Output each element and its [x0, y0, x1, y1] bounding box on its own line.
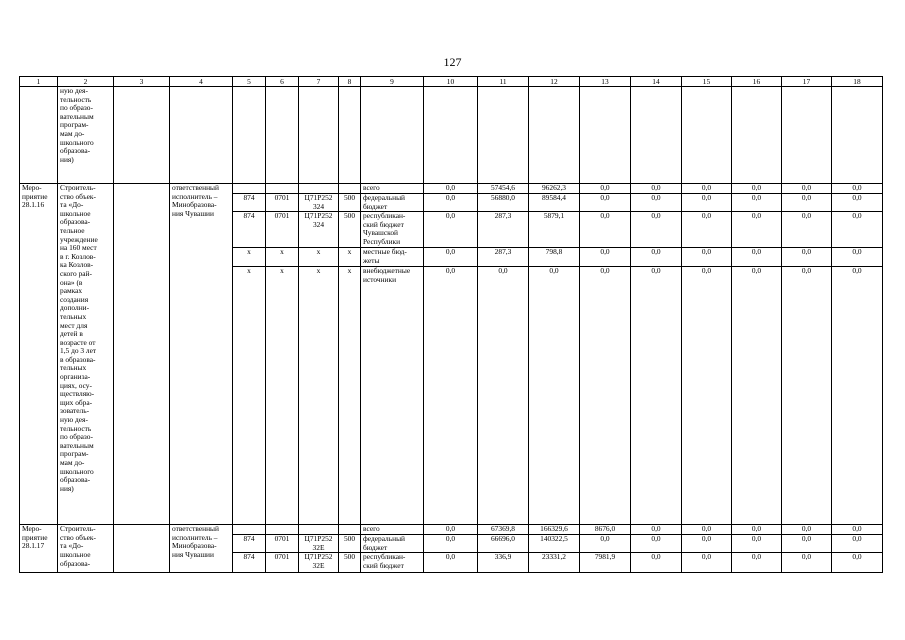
- table-cell: [478, 87, 529, 184]
- section-cell: 0701: [266, 212, 299, 248]
- measure-name-cell: ную дея- тельность по образо- вательным програм- мам до- школьного образова- ния): [58, 87, 114, 184]
- value-cell: 0,0: [782, 535, 832, 553]
- expense-type-cell: [339, 525, 361, 535]
- value-cell: 0,0: [682, 535, 732, 553]
- value-cell: 0,0: [782, 248, 832, 267]
- section-cell: [266, 525, 299, 535]
- value-cell: 66696,0: [478, 535, 529, 553]
- column-header: 18: [832, 77, 883, 87]
- value-cell: 0,0: [682, 184, 732, 194]
- column-header: 9: [361, 77, 424, 87]
- table-cell: [580, 87, 631, 184]
- value-cell: 57454,6: [478, 184, 529, 194]
- value-cell: 0,0: [424, 267, 478, 525]
- value-cell: 0,0: [424, 212, 478, 248]
- target-article-cell: Ц71Р252 32Е: [299, 535, 339, 553]
- value-cell: 0,0: [782, 267, 832, 525]
- value-cell: 0,0: [424, 194, 478, 212]
- expense-type-cell: 500: [339, 212, 361, 248]
- value-cell: 5879,1: [529, 212, 580, 248]
- value-cell: 0,0: [631, 248, 682, 267]
- target-article-cell: [299, 184, 339, 194]
- value-cell: 0,0: [832, 267, 883, 525]
- value-cell: 0,0: [732, 212, 782, 248]
- value-cell: 0,0: [782, 212, 832, 248]
- executor-cell: ответственный исполнитель – Минобразова- ния Чувашии: [170, 525, 233, 573]
- measure-id-cell: Меро- приятие 28.1.17: [20, 525, 58, 573]
- value-cell: 0,0: [782, 184, 832, 194]
- expense-type-cell: 500: [339, 553, 361, 573]
- grbs-cell: x: [233, 267, 266, 525]
- table-cell: [529, 87, 580, 184]
- target-article-cell: Ц71Р252 324: [299, 212, 339, 248]
- value-cell: 0,0: [424, 525, 478, 535]
- continuation-row: [20, 87, 883, 184]
- value-cell: 336,9: [478, 553, 529, 573]
- section-cell: 0701: [266, 194, 299, 212]
- table-cell: [361, 87, 424, 184]
- column-header: 4: [170, 77, 233, 87]
- value-cell: 0,0: [832, 535, 883, 553]
- value-cell: 0,0: [682, 194, 732, 212]
- funding-source-cell: внебюджетные источники: [361, 267, 424, 525]
- value-cell: 0,0: [732, 194, 782, 212]
- value-cell: 0,0: [631, 535, 682, 553]
- table-cell: [170, 87, 233, 184]
- value-cell: 0,0: [682, 248, 732, 267]
- value-cell: 0,0: [732, 535, 782, 553]
- funding-source-cell: всего: [361, 525, 424, 535]
- value-cell: 0,0: [580, 267, 631, 525]
- value-cell: 798,8: [529, 248, 580, 267]
- table-cell: [233, 87, 266, 184]
- value-cell: 0,0: [580, 212, 631, 248]
- executor-cell: ответственный исполнитель – Минобразова- ния Чувашии: [170, 184, 233, 525]
- expense-type-cell: [339, 184, 361, 194]
- column-header: 8: [339, 77, 361, 87]
- column-header: 14: [631, 77, 682, 87]
- value-cell: 0,0: [832, 212, 883, 248]
- value-cell: 0,0: [529, 267, 580, 525]
- funding-source-cell: республикан- ский бюджет Чувашской Республики: [361, 212, 424, 248]
- table-cell: [424, 87, 478, 184]
- value-cell: 0,0: [682, 525, 732, 535]
- table-cell: [114, 525, 170, 573]
- expense-type-cell: 500: [339, 194, 361, 212]
- table-cell: [114, 184, 170, 525]
- value-cell: 0,0: [631, 553, 682, 573]
- value-cell: 0,0: [424, 535, 478, 553]
- table-cell: [114, 87, 170, 184]
- table-cell: [631, 87, 682, 184]
- value-cell: 0,0: [424, 553, 478, 573]
- budget-table: [19, 76, 883, 573]
- target-article-cell: [299, 525, 339, 535]
- funding-source-cell: всего: [361, 184, 424, 194]
- page-number: 127: [443, 55, 462, 69]
- value-cell: 89584,4: [529, 194, 580, 212]
- value-cell: 0,0: [580, 535, 631, 553]
- column-header: 17: [782, 77, 832, 87]
- value-cell: 8676,0: [580, 525, 631, 535]
- column-header: 13: [580, 77, 631, 87]
- value-cell: 0,0: [682, 267, 732, 525]
- grbs-cell: 874: [233, 194, 266, 212]
- grbs-cell: 874: [233, 535, 266, 553]
- value-cell: 0,0: [832, 184, 883, 194]
- target-article-cell: x: [299, 267, 339, 525]
- value-cell: 0,0: [424, 248, 478, 267]
- value-cell: 0,0: [631, 525, 682, 535]
- value-cell: 0,0: [782, 525, 832, 535]
- column-header: 1: [20, 77, 58, 87]
- header-row: [20, 77, 883, 87]
- value-cell: 0,0: [631, 194, 682, 212]
- column-header: 10: [424, 77, 478, 87]
- value-cell: 0,0: [580, 184, 631, 194]
- value-cell: 0,0: [478, 267, 529, 525]
- column-header: 2: [58, 77, 114, 87]
- funding-source-cell: федеральный бюджет: [361, 194, 424, 212]
- table-cell: [339, 87, 361, 184]
- table-cell: [299, 87, 339, 184]
- column-header: 3: [114, 77, 170, 87]
- section-cell: 0701: [266, 553, 299, 573]
- table-cell: [20, 87, 58, 184]
- expense-type-cell: x: [339, 248, 361, 267]
- value-cell: 0,0: [732, 184, 782, 194]
- value-cell: 0,0: [832, 525, 883, 535]
- expense-type-cell: 500: [339, 535, 361, 553]
- value-cell: 56880,0: [478, 194, 529, 212]
- funding-source-cell: республикан- ский бюджет: [361, 553, 424, 573]
- column-header: 7: [299, 77, 339, 87]
- table-cell: [266, 87, 299, 184]
- table-row: [20, 525, 883, 535]
- table-cell: [682, 87, 732, 184]
- section-cell: [266, 184, 299, 194]
- value-cell: 0,0: [631, 184, 682, 194]
- value-cell: 0,0: [732, 553, 782, 573]
- table-cell: [782, 87, 832, 184]
- funding-source-cell: местные бюд- жеты: [361, 248, 424, 267]
- value-cell: 0,0: [682, 212, 732, 248]
- column-header: 15: [682, 77, 732, 87]
- target-article-cell: x: [299, 248, 339, 267]
- measure-name-cell: Строитель- ство объек- та «До- школьное образова-: [58, 525, 114, 573]
- value-cell: 67369,8: [478, 525, 529, 535]
- value-cell: 0,0: [631, 212, 682, 248]
- value-cell: 140322,5: [529, 535, 580, 553]
- grbs-cell: 874: [233, 553, 266, 573]
- value-cell: 0,0: [631, 267, 682, 525]
- column-header: 11: [478, 77, 529, 87]
- value-cell: 0,0: [424, 184, 478, 194]
- value-cell: 287,3: [478, 248, 529, 267]
- value-cell: 0,0: [580, 194, 631, 212]
- grbs-cell: x: [233, 248, 266, 267]
- column-header: 16: [732, 77, 782, 87]
- value-cell: 96262,3: [529, 184, 580, 194]
- section-cell: 0701: [266, 535, 299, 553]
- section-cell: x: [266, 248, 299, 267]
- column-header: 12: [529, 77, 580, 87]
- value-cell: 0,0: [832, 194, 883, 212]
- measure-id-cell: Меро- приятие 28.1.16: [20, 184, 58, 525]
- funding-source-cell: федеральный бюджет: [361, 535, 424, 553]
- value-cell: 23331,2: [529, 553, 580, 573]
- value-cell: 0,0: [782, 553, 832, 573]
- column-header: 5: [233, 77, 266, 87]
- value-cell: 0,0: [682, 553, 732, 573]
- value-cell: 0,0: [782, 194, 832, 212]
- value-cell: 0,0: [732, 248, 782, 267]
- value-cell: 287,3: [478, 212, 529, 248]
- target-article-cell: Ц71Р252 324: [299, 194, 339, 212]
- measure-name-cell: Строитель- ство объек- та «До- школьное образова- тельное учреждение на 160 мест в г. Козлов- ка Козлов- ского рай- она» (в рамках создания дополни- тельных мест для детей в возрасте от 1,5 до 3 лет в образова- тельных организа- циях, осу- ществляю- щих обра- зователь- ную дея- тельность по образо- вательным програм- мам до- школьного образова- ния): [58, 184, 114, 525]
- value-cell: 7981,9: [580, 553, 631, 573]
- value-cell: 0,0: [732, 525, 782, 535]
- grbs-cell: [233, 184, 266, 194]
- table-row: [20, 184, 883, 194]
- value-cell: 0,0: [732, 267, 782, 525]
- target-article-cell: Ц71Р252 32Е: [299, 553, 339, 573]
- value-cell: 166329,6: [529, 525, 580, 535]
- table-cell: [832, 87, 883, 184]
- table-cell: [732, 87, 782, 184]
- section-cell: x: [266, 267, 299, 525]
- value-cell: 0,0: [580, 248, 631, 267]
- grbs-cell: [233, 525, 266, 535]
- column-header: 6: [266, 77, 299, 87]
- value-cell: 0,0: [832, 248, 883, 267]
- expense-type-cell: x: [339, 267, 361, 525]
- grbs-cell: 874: [233, 212, 266, 248]
- value-cell: 0,0: [832, 553, 883, 573]
